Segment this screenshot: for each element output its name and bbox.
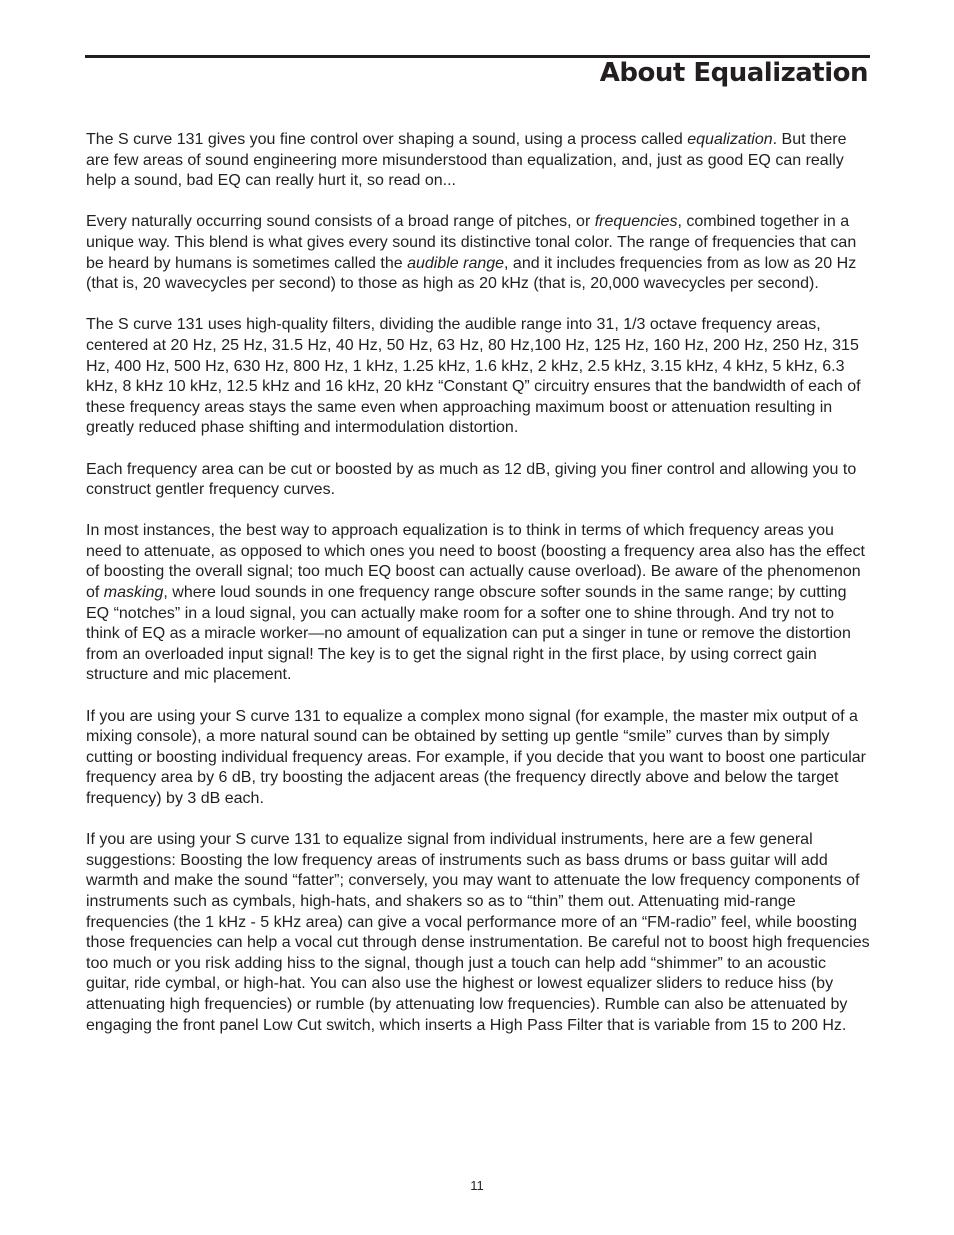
page-title: About Equalization: [599, 58, 868, 88]
paragraph-cut-boost: Each frequency area can be cut or boosted by as much as 12 dB, giving you finer control and allowing you to construct gentler frequency curves.: [86, 460, 857, 499]
text-run: The S curve 131 gives you fine control over shaping a sound, using a process called: [86, 131, 688, 148]
page-number: 11: [470, 1178, 484, 1193]
italic-term: audible range: [407, 254, 505, 272]
paragraph-intro: [86, 130, 870, 192]
text-run: , and it includes frequencies from as low as 20 Hz (that is, 20 wavecycles per second) to those as high as 20 kHz (that is, 20,000 wavecycles per second).: [86, 254, 857, 293]
paragraph-mono-signal: If you are using your S curve 131 to equalize a complex mono signal (for example, the master mix output of a mixing console), a more natural sound can be obtained by setting up gentle “smile” curves than by simply cutting or boosting individual frequency areas. For example, if you decide that you want to boost one particular frequency area by 6 dB, try boosting the adjacent areas (the frequency directly above and below the target frequency) by 3 dB each.: [86, 707, 867, 807]
italic-term: equalization: [687, 131, 773, 148]
text-run: . But there are few areas of sound engineering more misunderstood than equalization, and, just as good EQ can really help a sound, bad EQ can really hurt it, so read on...: [86, 131, 847, 190]
text-run: , combined together in a unique way. This blend is what gives every sound its distinctive tonal color. The range of frequencies that can be heard by humans is sometimes called the: [86, 213, 857, 272]
text-run: , where loud sounds in one frequency range obscure softer sounds in the same range; by cutting EQ “notches” in a loud signal, you can actually make room for a softer one to shine through. And try not to think of EQ as a miracle worker—no amount of equalization can put a singer in tune or remove the distortion from an overloaded input signal! The key is to get the signal right in the first place, by using correct gain structure and mic placement.: [86, 584, 851, 684]
paragraph-instruments: If you are using your S curve 131 to equalize signal from individual instruments, here are a few general suggestions: Boosting the low frequency areas of instruments such as bass drums or bass guitar will add warmth and make the sound “fatter”; conversely, you may want to attenuate the low frequency components of instruments such as cymbals, high-hats, and shakers so as to “thin” them out. Attenuating mid-range frequencies (the 1 kHz - 5 kHz area) can give a vocal performance more of an “FM-radio” feel, while boosting those frequencies can help a vocal cut through dense instrumentation. Be careful not to boost high frequencies too much or you risk adding hiss to the signal, though just a touch can help add “shimmer” to an acoustic guitar, ride cymbal, or high-hat. You can also use the highest or lowest equalizer sliders to reduce hiss (by attenuating high frequencies) or rumble (by attenuating low frequencies). Rumble can also be attenuated by engaging the front panel Low Cut switch, which inserts a High Pass Filter that is variable from 15 to 200 Hz.: [86, 831, 870, 1034]
paragraph-frequencies: [86, 212, 870, 294]
italic-term: frequencies: [594, 213, 678, 231]
italic-term: masking: [103, 584, 164, 602]
body-text: [86, 130, 870, 1057]
text-run: Every naturally occurring sound consists of a broad range of pitches, or: [86, 213, 595, 231]
paragraph-approach: [86, 521, 870, 686]
text-run: In most instances, the best way to approach equalization is to think in terms of which frequency areas you need to attenuate, as opposed to which ones you need to boost (boosting a frequency area also has the effect of boosting the overall signal; too much EQ boost can actually cause overload). Be aware of the phenomenon of: [86, 522, 865, 602]
paragraph-filters: The S curve 131 uses high-quality filters, dividing the audible range into 31, 1/3 octave frequency areas, centered at 20 Hz, 25 Hz, 31.5 Hz, 40 Hz, 50 Hz, 63 Hz, 80 Hz,100 Hz, 125 Hz, 160 Hz, 200 Hz, 250 Hz, 315 Hz, 400 Hz, 500 Hz, 630 Hz, 800 Hz, 1 kHz, 1.25 kHz, 1.6 kHz, 2 kHz, 2.5 kHz, 3.15 kHz, 4 kHz, 5 kHz, 6.3 kHz, 8 kHz 10 kHz, 12.5 kHz and 16 kHz, 20 kHz “Constant Q” circuitry ensures that the bandwidth of each of these frequency areas stays the same even when approaching maximum boost or attenuation resulting in greatly reduced phase shifting and intermodulation distortion.: [86, 316, 861, 437]
